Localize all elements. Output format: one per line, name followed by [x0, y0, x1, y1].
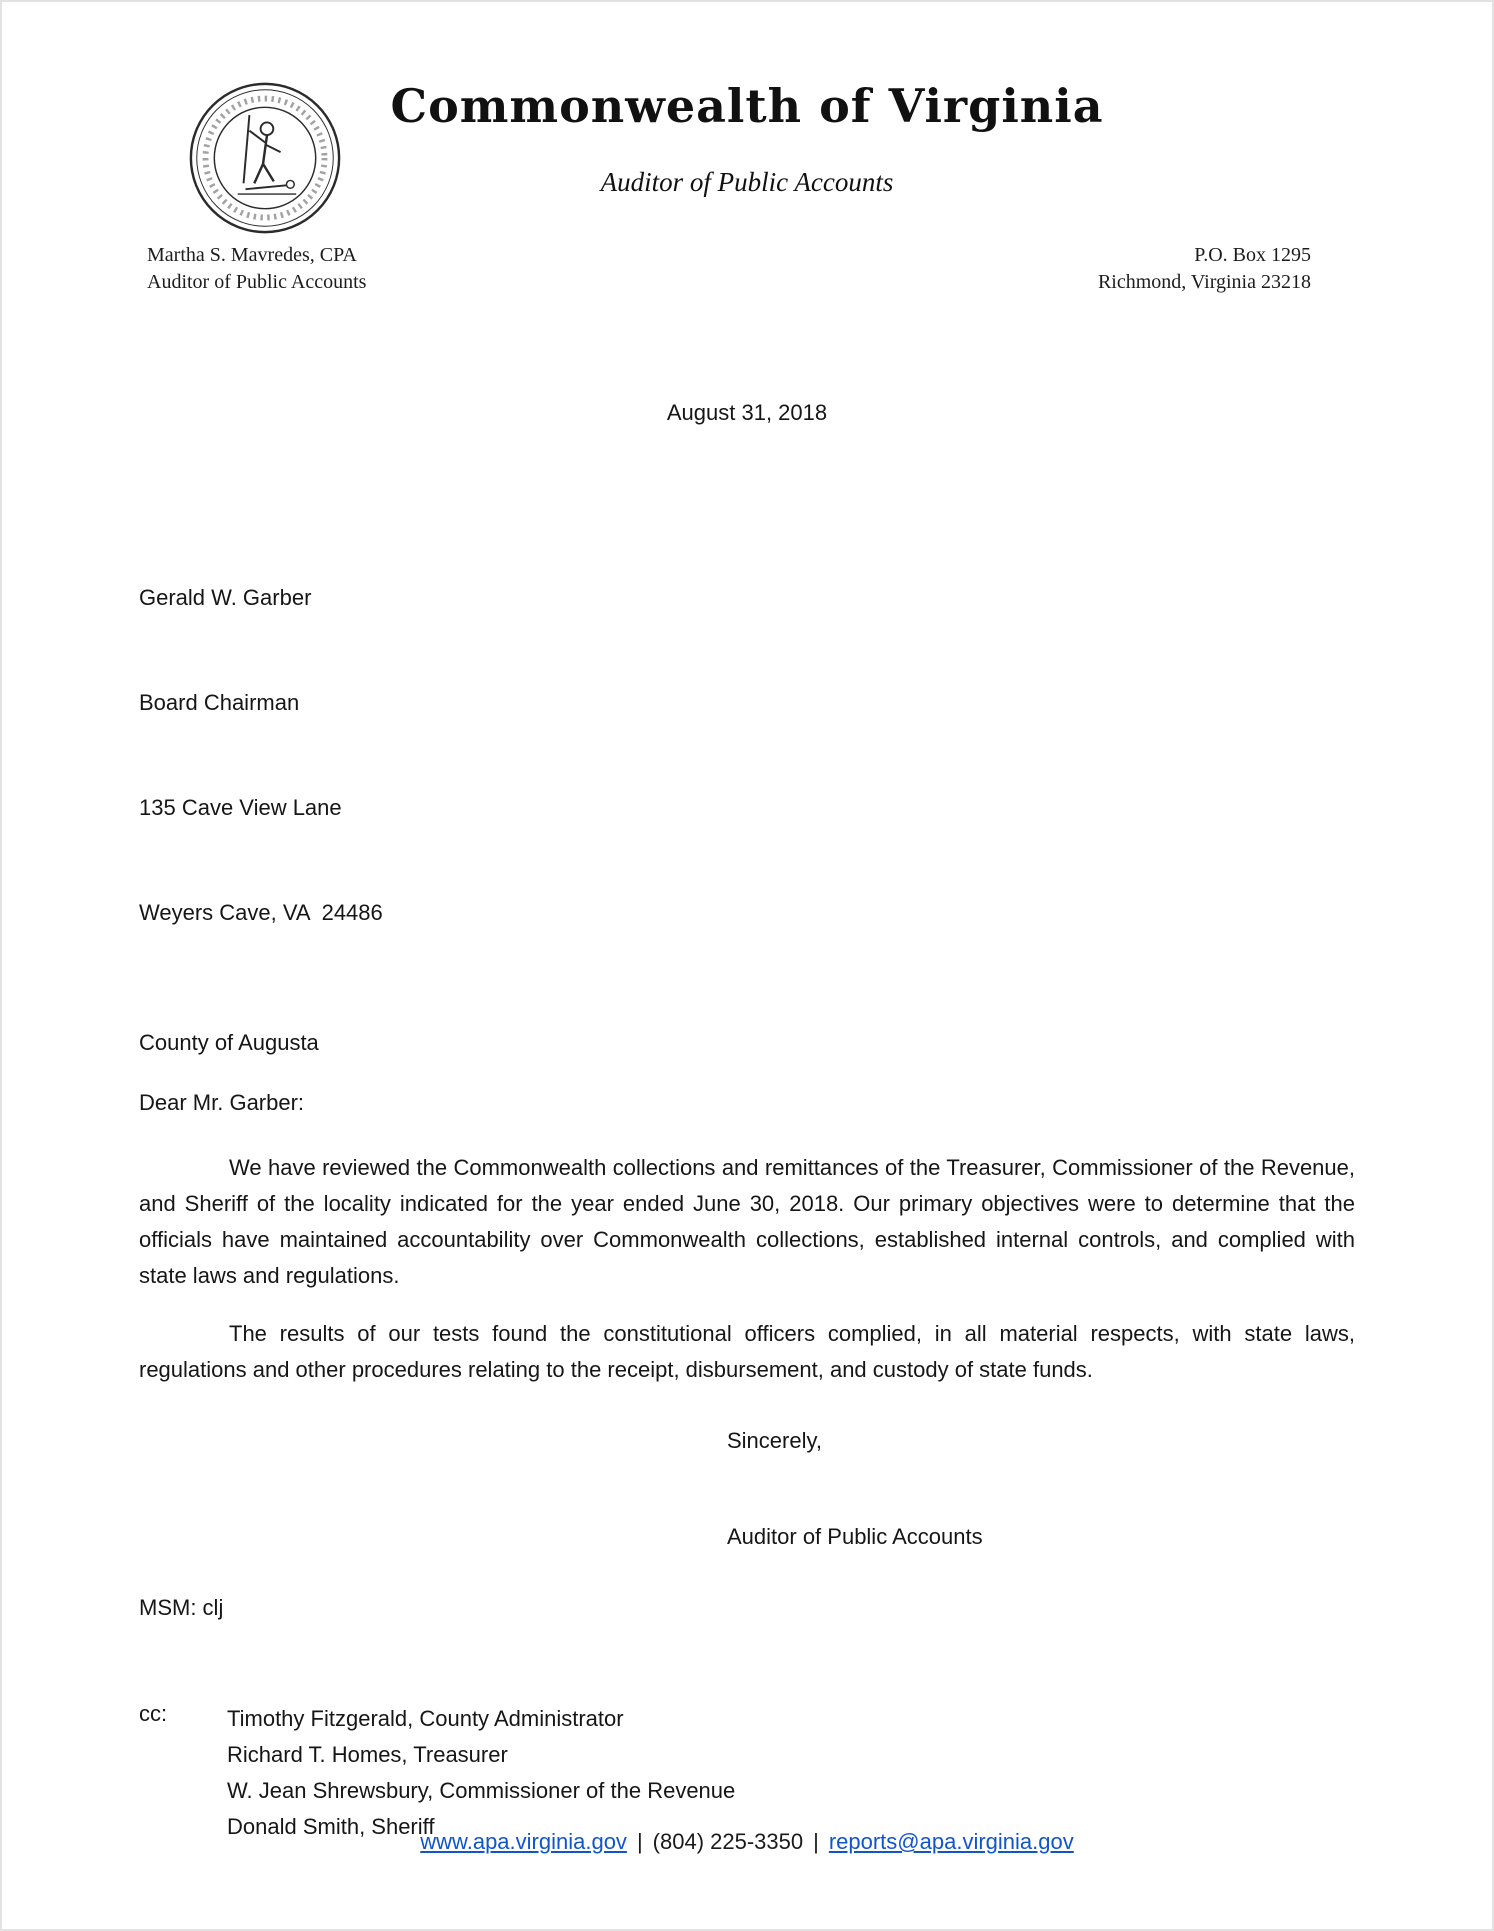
website-link[interactable]: www.apa.virginia.gov: [420, 1829, 627, 1854]
body-paragraph-2: The results of our tests found the constitutional officers complied, in all material respects, with state laws, regulations and other procedures relating to the receipt, disbursement, and custody of state funds.: [139, 1320, 1355, 1382]
signature-title: Auditor of Public Accounts: [727, 1523, 983, 1549]
closing-block: [727, 1428, 1355, 1550]
phone-number: (804) 225-3350: [652, 1829, 804, 1854]
cc-label: cc:: [139, 1700, 168, 1726]
cc-names: [227, 1701, 735, 1845]
recipient-title: Board Chairman: [139, 689, 300, 715]
footer-separator-2: |: [813, 1829, 819, 1854]
letter-body: [139, 400, 1355, 1845]
official-name: Martha S. Mavredes, CPA: [147, 243, 357, 266]
locality-line: County of Augusta: [139, 1029, 319, 1055]
cc-name-4: Donald Smith, Sheriff: [227, 1813, 435, 1839]
virginia-seal-icon: [187, 80, 343, 236]
body-paragraph-1: We have reviewed the Commonwealth collections and remittances of the Treasurer, Commissioner of the Revenue, and Sheriff of the locality indicated for the year ended June 30, 2018. Our primary objectives were to determine that the officials have maintained accountability over Commonwealth collections, established internal controls, and complied with state laws and regulations.: [139, 1154, 1355, 1288]
salutation: Dear Mr. Garber:: [139, 1089, 305, 1115]
cc-name-3: W. Jean Shrewsbury, Commissioner of the Revenue: [227, 1777, 736, 1803]
office-address-line2: Richmond, Virginia 23218: [1097, 270, 1311, 293]
recipient-address-block: [139, 510, 1355, 1000]
official-block: [147, 242, 366, 296]
recipient-name: Gerald W. Garber: [139, 584, 312, 610]
recipient-street: 135 Cave View Lane: [139, 794, 342, 820]
office-address-block: [1098, 242, 1311, 296]
footer-separator-1: |: [636, 1829, 643, 1854]
office-address-line1: P.O. Box 1295: [1194, 243, 1311, 266]
email-link[interactable]: reports@apa.virginia.gov: [828, 1829, 1074, 1854]
closing-word: Sincerely,: [727, 1427, 822, 1453]
letterhead-info-row: [139, 242, 1355, 296]
cc-name-1: Timothy Fitzgerald, County Administrator: [227, 1705, 624, 1731]
letterhead: [139, 80, 1355, 296]
letter-footer: [2, 1829, 1492, 1855]
recipient-city: Weyers Cave, VA 24486: [139, 899, 383, 925]
org-subtitle: Auditor of Public Accounts: [600, 166, 894, 197]
reference-initials: MSM: clj: [139, 1594, 224, 1620]
cc-block: [139, 1701, 1355, 1845]
cc-name-2: Richard T. Homes, Treasurer: [227, 1741, 508, 1767]
official-title: Auditor of Public Accounts: [147, 270, 367, 293]
letter-date: August 31, 2018: [666, 399, 828, 425]
org-name: Commonwealth of Virginia: [390, 79, 1104, 133]
